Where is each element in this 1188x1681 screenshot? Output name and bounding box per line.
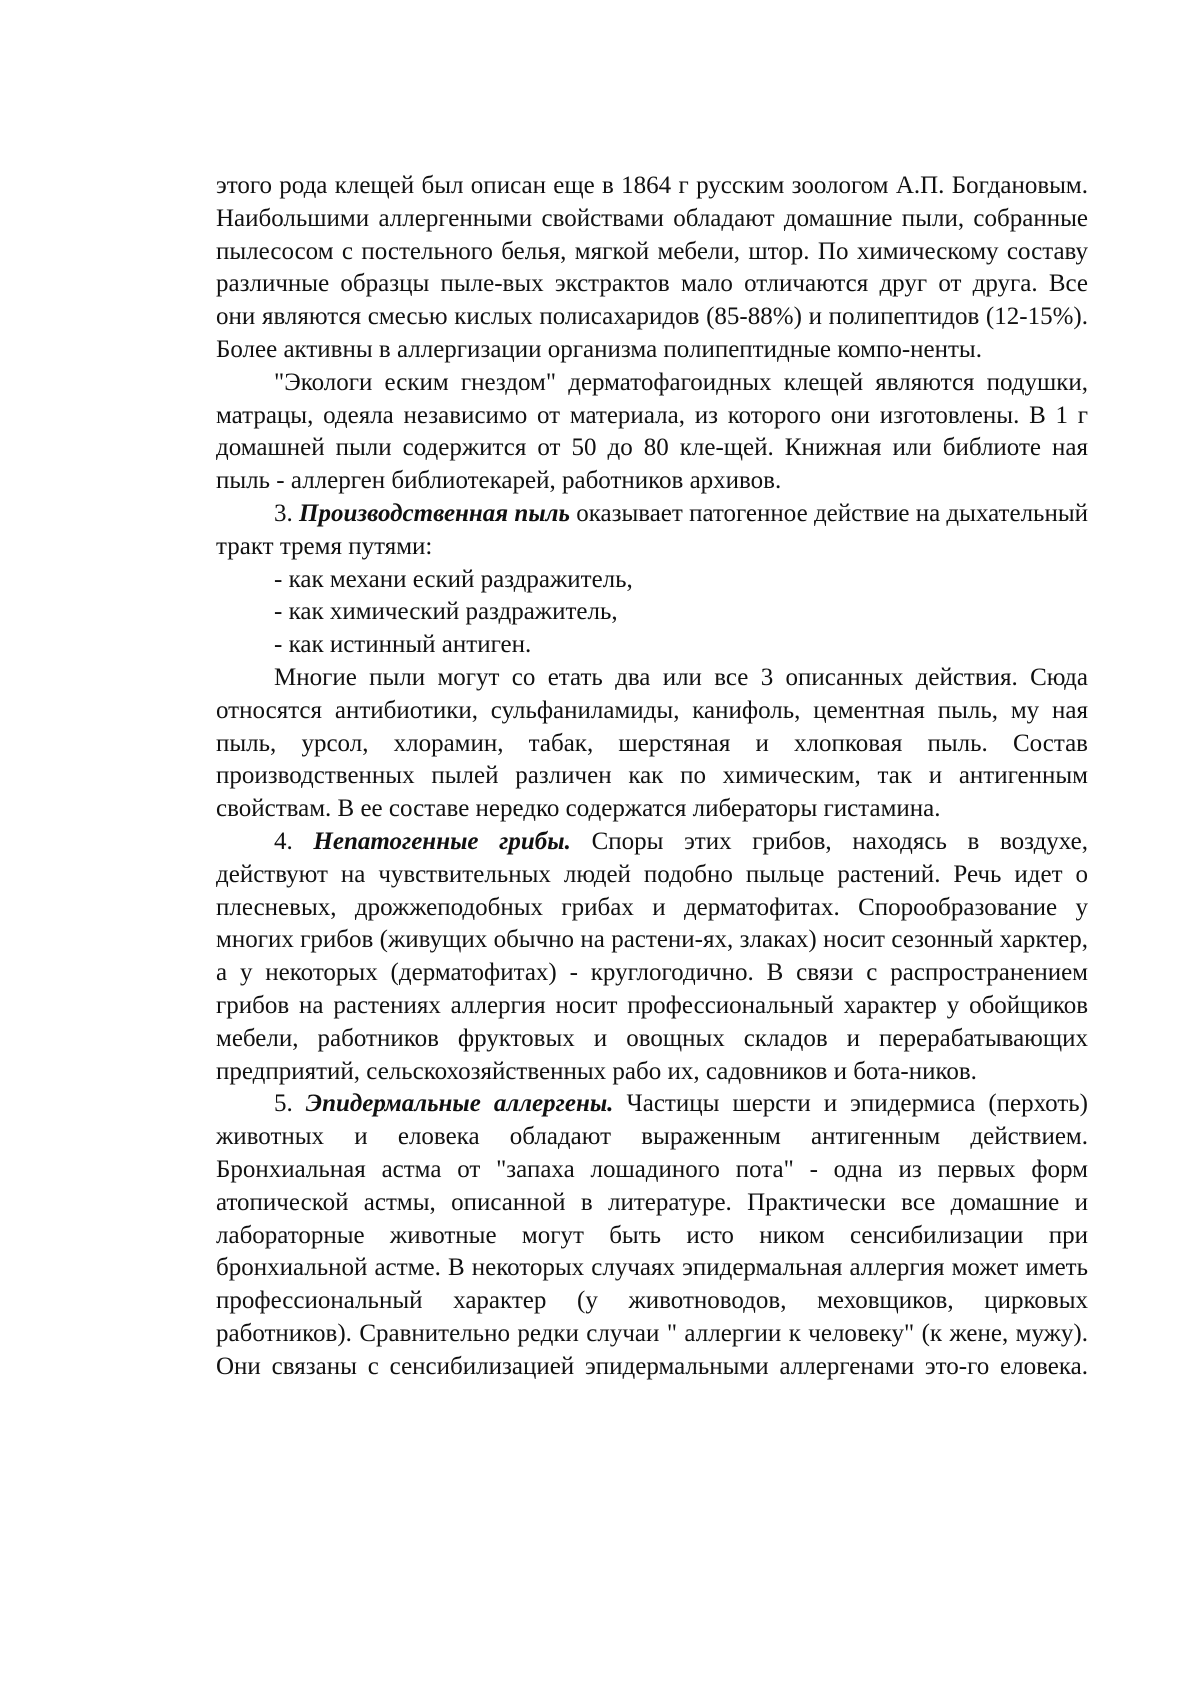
- section-3-industrial-dust: [216, 498, 1088, 564]
- section-4-number: 4.: [274, 827, 293, 855]
- section-4-heading: Непатогенные грибы.: [313, 827, 571, 855]
- section-4-text: Споры этих грибов, находясь в воздухе, действуют на чувствительных людей подобно пыльце растений. Речь идет о плесневых, дрожжеподобных грибах и дерматофитах. Спорообразование у многих грибов (живущих обычно на растени-ях, злаках) носит сезонный харктер, а у некоторых (дерматофитах) - круглогодично. В связи с распространением грибов на растениях аллергия носит профессиональный характер у обойщиков мебели, работников фруктовых и овощных складов и перерабатывающих предприятий, сельскохозяйственных рабо их, садовников и бота-ников.: [216, 827, 1089, 1085]
- document-body: [216, 170, 1088, 1383]
- section-5-heading: Эпидермальные аллергены.: [305, 1090, 614, 1118]
- list-item: - как механи еский раздражитель,: [274, 565, 633, 593]
- section-5-text: Частицы шерсти и эпидермиса (перхоть) животных и еловека обладают выраженным антигенным действием. Бронхиальная астма от "запаха лошадиного пота" - одна из первых форм атопической астмы, описанной в литературе. Практически все домашние и лабораторные животные могут быть исто ником сенсибилизации при бронхиальной астме. В некоторых случаях эпидермальная аллергия может иметь профессиональный характер (у животноводов, меховщиков, цирковых работников). Сравнительно редки случаи " аллергии к человеку" (к жене, мужу). Они связаны с сенсибилизацией эпидермальными аллергенами это-го еловека.: [216, 1090, 1089, 1380]
- section-3-heading: Производственная пыль: [299, 499, 570, 527]
- paragraph-combined-actions: Многие пыли могут со етать два или все 3 описанных действия. Сюда относятся антибиотики, сульфаниламиды, канифоль, цементная пыль, му ная пыль, урсол, хлорамин, табак, шерстяная и хлопковая пыль. Состав производственных пылей различен как по химическим, так и антигенным свойствам. В ее составе нередко содержатся либераторы гистамина.: [216, 663, 1088, 823]
- section-5-number: 5.: [274, 1090, 293, 1118]
- paragraph-continued: этого рода клещей был описан еще в 1864 г русским зоологом А.П. Богдановым. Наибольшими аллергенными свойствами обладают домашние пыли, собранные пылесосом с постельного белья, мягкой мебели, штор. По химическому составу различные образцы пыле-вых экстрактов мало отличаются друг от друга. Все они являются смесью кислых полисахаридов (85-88%) и полипептидов (12-15%). Более активны в аллергизации организма полипептидные компо-ненты.: [216, 172, 1088, 363]
- list-item: - как химический раздражитель,: [274, 598, 618, 626]
- paragraph-ecological-nest: "Экологи еским гнездом" дерматофагоидных клещей являются подушки, матрацы, одеяла независимо от материала, из которого они изготовлены. В 1 г домашней пыли содержится от 50 до 80 кле-щей. Книжная или библиоте ная пыль - аллерген библиотекарей, работников архивов.: [216, 368, 1088, 495]
- section-3-number: 3.: [274, 499, 293, 527]
- section-3-text: оказывает патогенное действие на дыхательный тракт тремя путями:: [216, 499, 1089, 560]
- section-4-fungi: [216, 826, 1088, 1088]
- list-item: - как истинный антиген.: [274, 631, 532, 659]
- section-5-epidermal: [216, 1088, 1088, 1383]
